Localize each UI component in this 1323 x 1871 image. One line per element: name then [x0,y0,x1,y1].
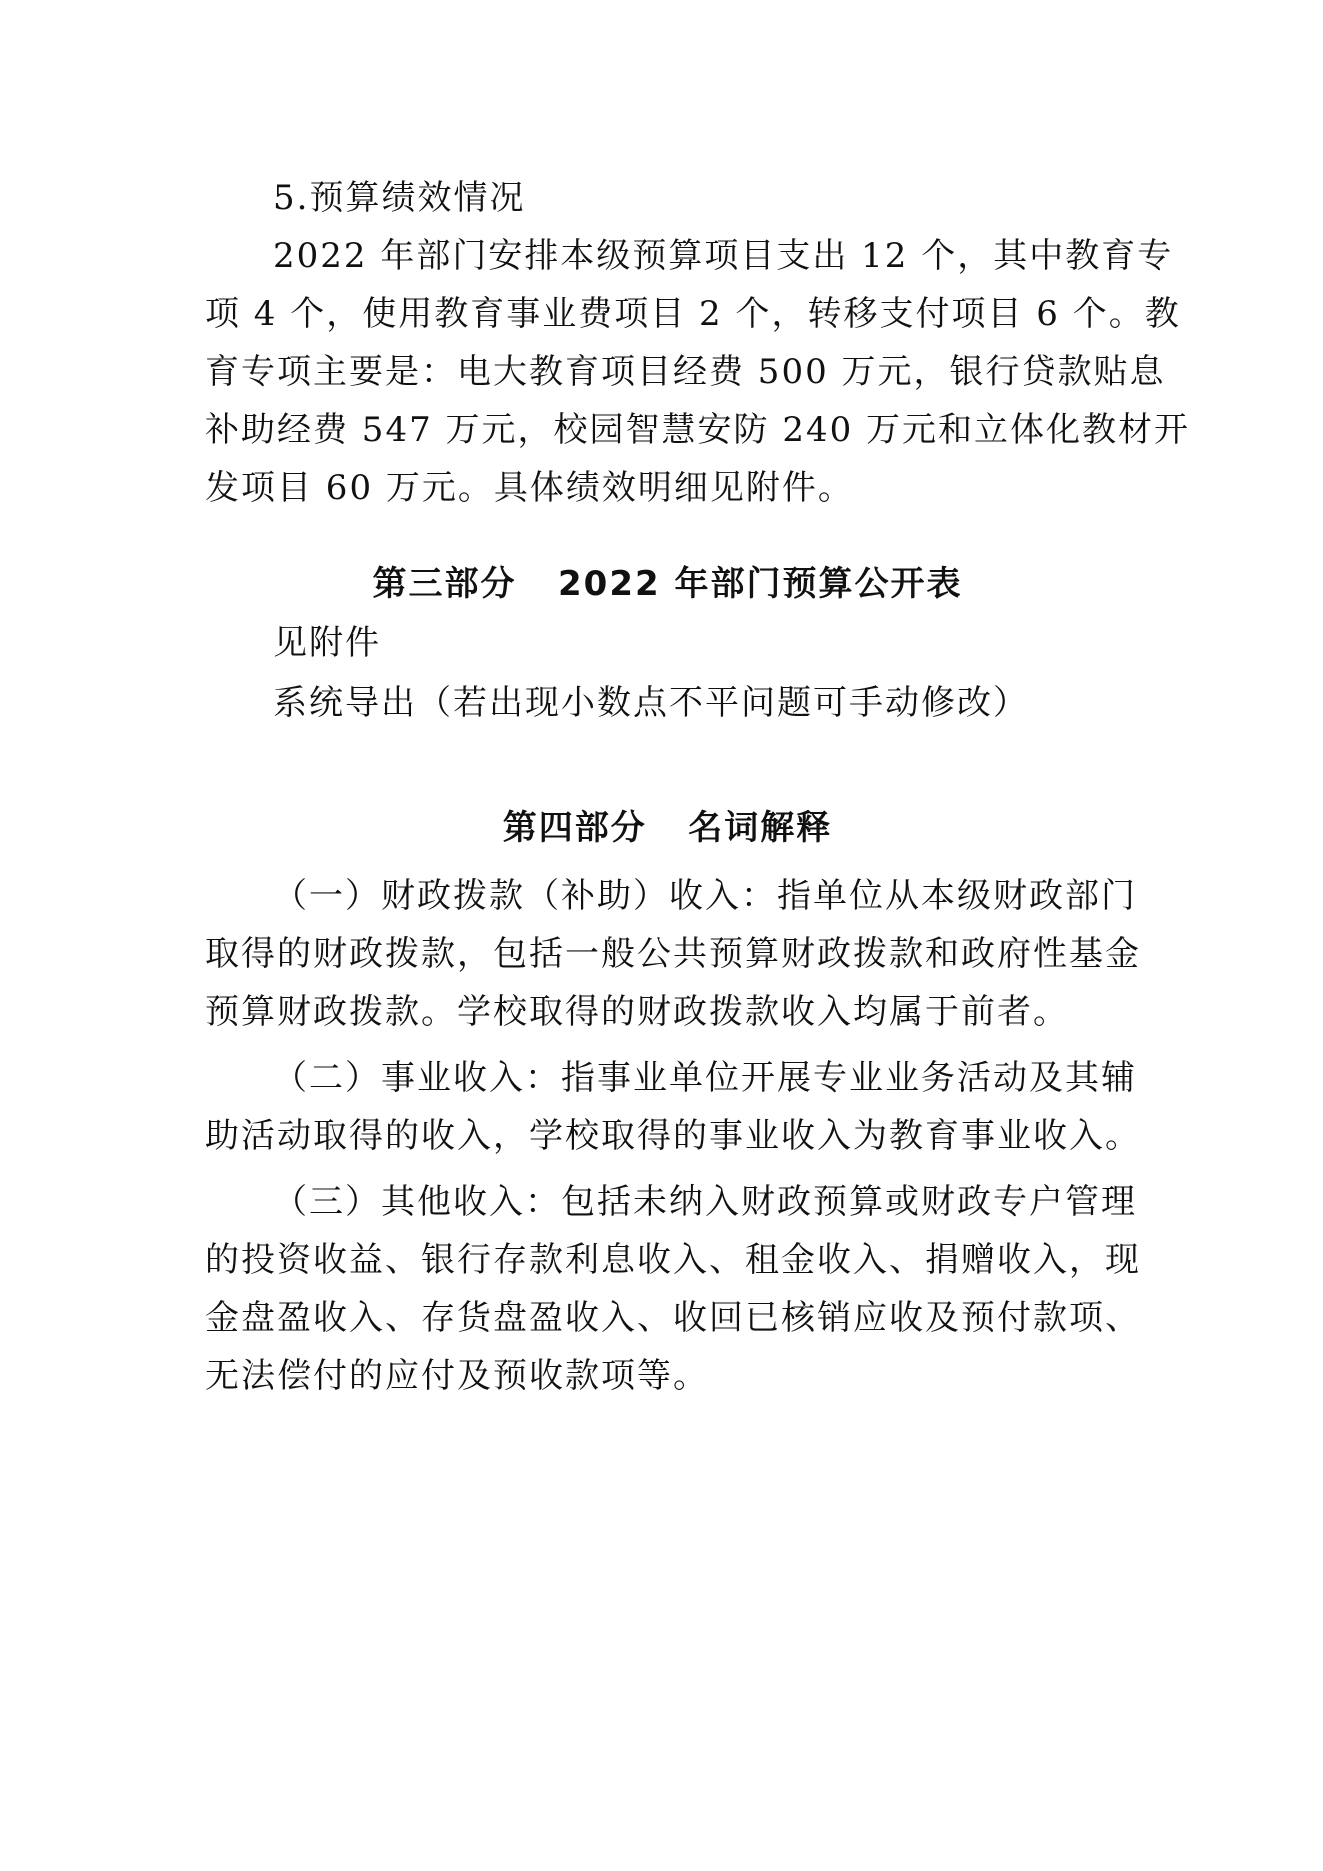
paragraph-line: 预算财政拨款。学校取得的财政拨款收入均属于前者。 [205,992,1069,1032]
paragraph-line: 的投资收益、银行存款利息收入、租金收入、捐赠收入，现 [205,1240,1141,1280]
part-three-heading: 第三部分 2022 年部门预算公开表 [372,564,963,604]
section-title: 5.预算绩效情况 [273,178,526,218]
paragraph-line: 2022 年部门安排本级预算项目支出 12 个，其中教育专 [273,236,1174,276]
paragraph-line: 金盘盈收入、存货盘盈收入、收回已核销应收及预付款项、 [205,1298,1141,1338]
paragraph-line: （一）财政拨款（补助）收入：指单位从本级财政部门 [273,876,1137,916]
paragraph-line: 系统导出（若出现小数点不平问题可手动修改） [273,683,1029,723]
paragraph-line: 项 4 个，使用教育事业费项目 2 个，转移支付项目 6 个。教 [205,294,1181,334]
paragraph-line: 见附件 [273,623,381,663]
paragraph-line: 育专项主要是：电大教育项目经费 500 万元，银行贷款贴息 [205,352,1166,392]
paragraph-line: 无法偿付的应付及预收款项等。 [205,1356,709,1396]
paragraph-line: 发项目 60 万元。具体绩效明细见附件。 [205,468,854,508]
paragraph-line: 助活动取得的收入，学校取得的事业收入为教育事业收入。 [205,1116,1141,1156]
paragraph-line: 取得的财政拨款，包括一般公共预算财政拨款和政府性基金 [205,934,1141,974]
part-four-heading: 第四部分 名词解释 [502,808,833,848]
paragraph-line: （二）事业收入：指事业单位开展专业业务活动及其辅 [273,1058,1137,1098]
paragraph-line: 补助经费 547 万元，校园智慧安防 240 万元和立体化教材开 [205,410,1191,450]
paragraph-line: （三）其他收入：包括未纳入财政预算或财政专户管理 [273,1182,1137,1222]
